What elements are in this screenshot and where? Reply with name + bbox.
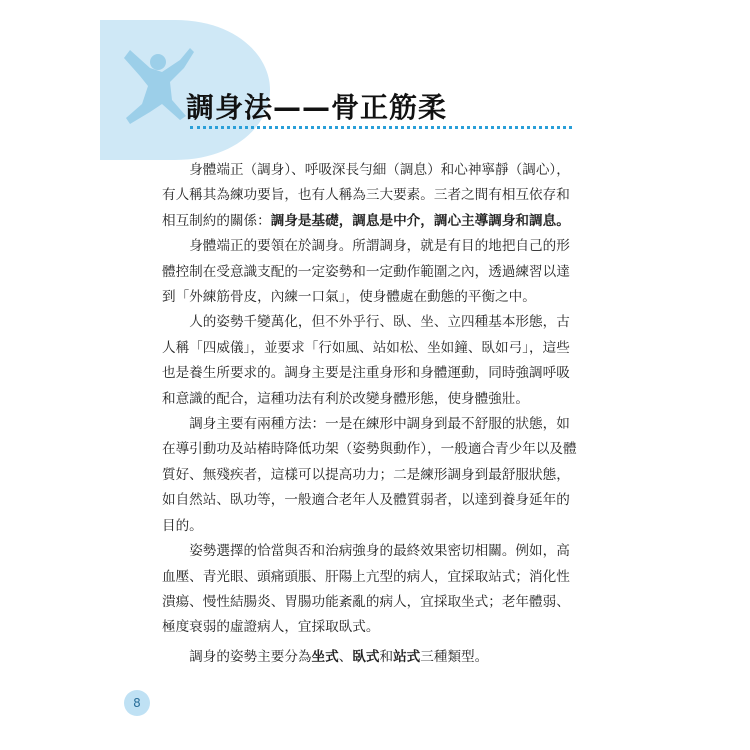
closing-term-lying: 臥式 [352, 649, 380, 665]
paragraph-4: 調身主要有兩種方法：一是在練形中調身到最不舒服的狀態，如在導引動功及站樁時降低功架（姿勢與動作），一般適合青少年以及體質好、無殘疾者，這樣可以提高功力；二是練形調身到最舒服狀態，如自然站、臥功等，一般適合老年人及體質弱者，以達到養身延年的目的。 [162, 416, 577, 534]
title-dotted-rule [190, 126, 572, 129]
body-text [162, 158, 582, 641]
closing-line [162, 645, 582, 665]
paragraph-1 [162, 158, 582, 234]
closing-sep-2: 和 [379, 649, 394, 665]
paragraph-3: 人的姿勢千變萬化，但不外乎行、臥、坐、立四種基本形態，古人稱「四威儀」，並要求「行如風、站如松、坐如鐘、臥如弓」，這些也是養生所要求的。調身主要是注重身形和身體運動，同時強調呼吸和意識的配合，這種功法有利於改變身體形態，使身體強壯。 [162, 314, 570, 407]
paragraph-2: 身體端正的要領在於調身。所謂調身，就是有目的地把自己的形體控制在受意識支配的一定姿勢和一定動作範圍之內，透過練習以達到「外練筋骨皮，內練一口氣」，使身體處在動態的平衡之中。 [162, 238, 570, 306]
closing-suffix: 三種類型。 [420, 649, 489, 665]
closing-term-sitting: 坐式 [311, 649, 339, 665]
paragraph-5: 姿勢選擇的恰當與否和治病強身的最終效果密切相關。例如，高血壓、青光眼、頭痛頭脹、肝陽上亢型的病人，宜採取站式；消化性潰瘍、慢性結腸炎、胃腸功能紊亂的病人，宜採取坐式；老年體弱、極度衰弱的虛證病人，宜採取臥式。 [162, 543, 570, 636]
page-number: 8 [124, 690, 150, 716]
paragraph-1-text: 身體端正（調身）、呼吸深長勻細（調息）和心神寧靜（調心），有人稱其為練功要旨，也有人稱為三大要素。三者之間有相互依存和相互制約的關係： [162, 162, 570, 229]
closing-term-standing: 站式 [393, 649, 421, 665]
closing-sep-1: 、 [338, 649, 353, 665]
closing-prefix: 調身的姿勢主要分為 [189, 649, 312, 665]
paragraph-1-bold: 調身是基礎，調息是中介，調心主導調身和調息。 [270, 212, 570, 229]
page-title: 調身法——骨正筋柔 [186, 91, 448, 124]
